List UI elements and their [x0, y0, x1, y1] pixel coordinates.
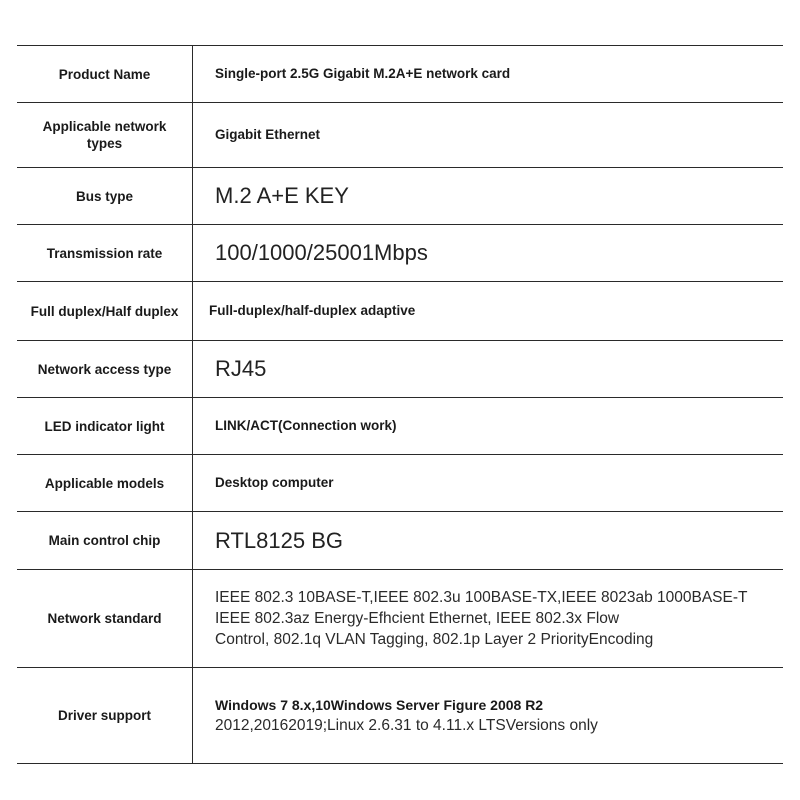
value-led-indicator-cell [193, 398, 783, 454]
value-access-type-cell [193, 341, 783, 397]
value-bus-type-cell [193, 168, 783, 224]
row-bus-type [17, 168, 783, 225]
label-bus-type: Bus type [17, 168, 193, 224]
value-transmission-rate-cell [193, 225, 783, 281]
label-transmission-rate: Transmission rate [17, 225, 193, 281]
label-network-types: Applicable network types [17, 103, 193, 167]
label-led-indicator: LED indicator light [17, 398, 193, 454]
value-led-indicator: LINK/ACT(Connection work) [215, 418, 397, 433]
value-applicable-models-cell [193, 455, 783, 511]
value-control-chip-cell [193, 512, 783, 569]
value-network-types: Gigabit Ethernet [215, 127, 321, 142]
row-driver-support [17, 668, 783, 764]
row-access-type [17, 341, 783, 398]
label-duplex: Full duplex/Half duplex [17, 282, 193, 340]
row-led-indicator [17, 398, 783, 455]
value-product-name-cell [193, 46, 783, 102]
value-network-types-cell [193, 103, 783, 167]
row-product-name [17, 46, 783, 103]
value-network-standard-cell [193, 570, 783, 667]
value-control-chip: RTL8125 BG [215, 527, 344, 553]
label-driver-support: Driver support [17, 668, 193, 763]
driver-support-line: Windows 7 8.x,10Windows Server Figure 2008 R2 [215, 697, 544, 713]
driver-support-line: 2012,20162019;Linux 2.6.31 to 4.11.x LTSVersions only [215, 717, 598, 734]
value-access-type: RJ45 [215, 356, 267, 381]
value-bus-type: M.2 A+E KEY [215, 183, 349, 208]
label-product-name: Product Name [17, 46, 193, 102]
row-applicable-models [17, 455, 783, 512]
network-standard-line: IEEE 802.3 10BASE-T,IEEE 802.3u 100BASE-TX,IEEE 8023ab 1000BASE-T [215, 589, 748, 606]
row-network-standard [17, 570, 783, 668]
network-standard-line: Control, 802.1q VLAN Tagging, 802.1p Layer 2 PriorityEncoding [215, 631, 654, 648]
label-network-standard: Network standard [17, 570, 193, 667]
row-control-chip [17, 512, 783, 570]
value-duplex-cell [193, 282, 783, 340]
label-control-chip: Main control chip [17, 512, 193, 569]
row-duplex [17, 282, 783, 341]
row-transmission-rate [17, 225, 783, 282]
value-duplex: Full-duplex/half-duplex adaptive [209, 303, 416, 318]
label-access-type: Network access type [17, 341, 193, 397]
value-transmission-rate: 100/1000/25001Mbps [215, 240, 428, 265]
network-standard-line: IEEE 802.3az Energy-Efhcient Ethernet, IEEE 802.3x Flow [215, 610, 620, 627]
value-applicable-models: Desktop computer [215, 475, 334, 490]
value-driver-support-cell [193, 668, 783, 763]
spec-table [17, 45, 783, 764]
label-applicable-models: Applicable models [17, 455, 193, 511]
value-product-name: Single-port 2.5G Gigabit M.2A+E network card [215, 66, 511, 81]
row-network-types [17, 103, 783, 168]
